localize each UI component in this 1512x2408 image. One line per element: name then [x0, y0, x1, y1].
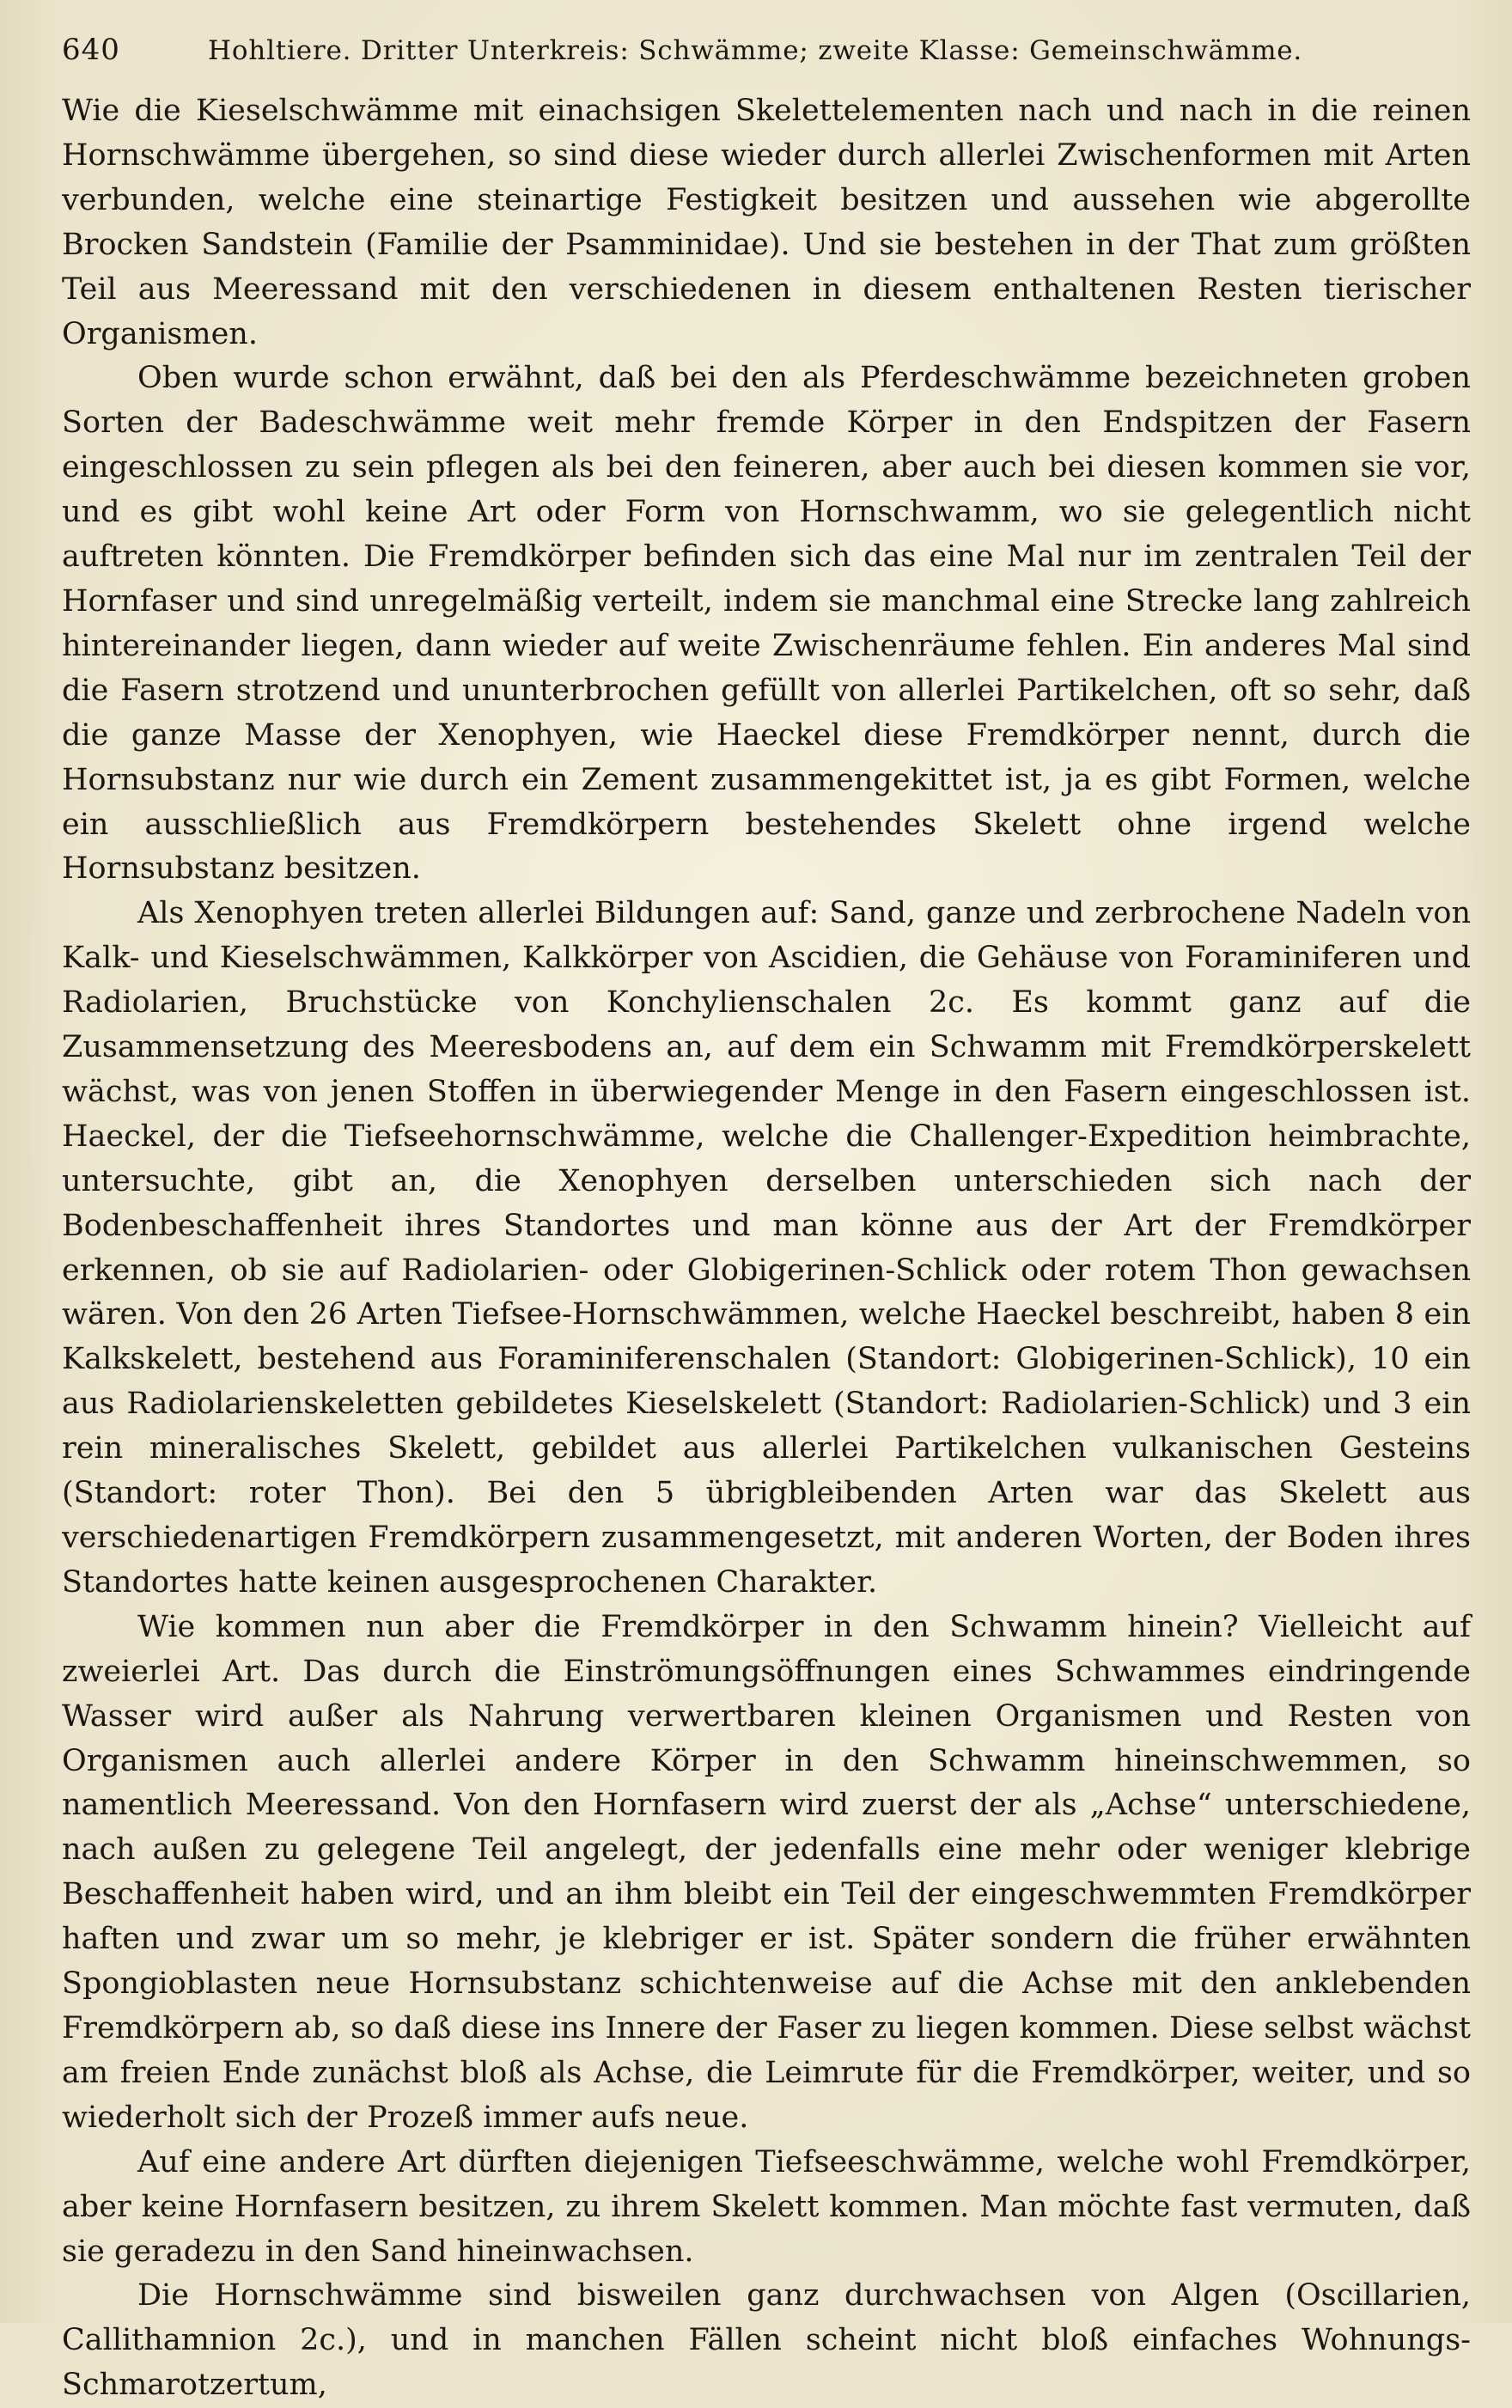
- paragraph: Wie kommen nun aber die Fremdkörper in den Schwamm hinein? Vielleicht auf zweierlei Art. Das durch die Einströmungsöffnungen eines Schwammes eindringende Wasser wird außer als Nahrung verwertbaren kleinen Organismen und Resten von Organismen auch allerlei andere Körper in den Schwamm hineinschwemmen, so namentlich Meeressand. Von den Hornfasern wird zuerst der als „Achse“ unterschiedene, nach außen zu gelegene Teil angelegt, der jedenfalls eine mehr oder weniger klebrige Beschaffenheit haben wird, und an ihm bleibt ein Teil der eingeschwemmten Fremdkörper haften und zwar um so mehr, je klebriger er ist. Später sondern die früher erwähnten Spongioblasten neue Hornsubstanz schichtenweise auf die Achse mit den anklebenden Fremdkörpern ab, so daß diese ins Innere der Faser zu liegen kommen. Diese selbst wächst am freien Ende zunächst bloß als Achse, die Leimrute für die Fremdkörper, weiter, und so wiederholt sich der Prozeß immer aufs neue.: [62, 1609, 1471, 2135]
- running-head: [62, 33, 1450, 81]
- paragraph: Als Xenophyen treten allerlei Bildungen auf: Sand, ganze und zerbrochene Nadeln von Kalk- und Kieselschwämmen, Kalkkörper von Ascidien, die Gehäuse von Foraminiferen und Radiolarien, Bruchstücke von Konchylienschalen 2c. Es kommt ganz auf die Zusammensetzung des Meeresbodens an, auf dem ein Schwamm mit Fremdkörperskelett wächst, was von jenen Stoffen in überwiegender Menge in den Fasern eingeschlossen ist. Haeckel, der die Tiefseehornschwämme, welche die Challenger-Expedition heimbrachte, untersuchte, gibt an, die Xenophyen derselben unterschieden sich nach der Bodenbeschaffenheit ihres Standortes und man könne aus der Art der Fremdkörper erkennen, ob sie auf Radiolarien- oder Globigerinen-Schlick oder rotem Thon gewachsen wären. Von den 26 Arten Tiefsee-Hornschwämmen, welche Haeckel beschreibt, haben 8 ein Kalkskelett, bestehend aus Foraminiferenschalen (Standort: Globigerinen-Schlick), 10 ein aus Radiolarienskeletten gebildetes Kieselskelett (Standort: Radiolarien-Schlick) und 3 ein rein mineralisches Skelett, gebildet aus allerlei Partikelchen vulkanischen Gesteins (Standort: roter Thon). Bei den 5 übrigbleibenden Arten war das Skelett aus verschiedenartigen Fremdkörpern zusammengesetzt, mit anderen Worten, der Boden ihres Standortes hatte keinen ausgesprochenen Charakter.: [62, 896, 1471, 1600]
- body-text: [62, 89, 1471, 2408]
- page-number: 640: [62, 33, 120, 67]
- paragraph: Die Hornschwämme sind bisweilen ganz durchwachsen von Algen (Oscillarien, Callithamnion 2c.), und in manchen Fällen scheint nicht bloß einfaches Wohnungs-Schmarotzertum,: [62, 2278, 1471, 2403]
- paragraph: Wie die Kieselschwämme mit einachsigen Skelettelementen nach und nach in die reinen Hornschwämme übergehen, so sind diese wieder durch allerlei Zwischenformen mit Arten verbunden, welche eine steinartige Festigkeit besitzen und aussehen wie abgerollte Brocken Sandstein (Familie der Psamminidae). Und sie bestehen in der That zum größten Teil aus Meeressand mit den verschiedenen in diesem enthaltenen Resten tierischer Organismen.: [62, 94, 1471, 351]
- running-head-title: Hohltiere. Dritter Unterkreis: Schwämme; zweite Klasse: Gemeinschwämme.: [208, 35, 1303, 66]
- paragraph: Oben wurde schon erwähnt, daß bei den als Pferdeschwämme bezeichneten groben Sorten der Badeschwämme weit mehr fremde Körper in den Endspitzen der Fasern eingeschlossen zu sein pflegen als bei den feineren, aber auch bei diesen kommen sie vor, und es gibt wohl keine Art oder Form von Hornschwamm, wo sie gelegentlich nicht auftreten könnten. Die Fremdkörper befinden sich das eine Mal nur im zentralen Teil der Hornfaser und sind unregelmäßig verteilt, indem sie manchmal eine Strecke lang zahlreich hintereinander liegen, dann wieder auf weite Zwischenräume fehlen. Ein anderes Mal sind die Fasern strotzend und ununterbrochen gefüllt von allerlei Partikelchen, oft so sehr, daß die ganze Masse der Xenophyen, wie Haeckel diese Fremdkörper nennt, durch die Hornsubstanz nur wie durch ein Zement zusammengekittet ist, ja es gibt Formen, welche ein ausschließlich aus Fremdkörpern bestehendes Skelett ohne irgend welche Hornsubstanz besitzen.: [62, 361, 1471, 887]
- paragraph: Auf eine andere Art dürften diejenigen Tiefseeschwämme, welche wohl Fremdkörper, aber keine Hornfasern besitzen, zu ihrem Skelett kommen. Man möchte fast vermuten, daß sie geradezu in den Sand hineinwachsen.: [62, 2144, 1471, 2269]
